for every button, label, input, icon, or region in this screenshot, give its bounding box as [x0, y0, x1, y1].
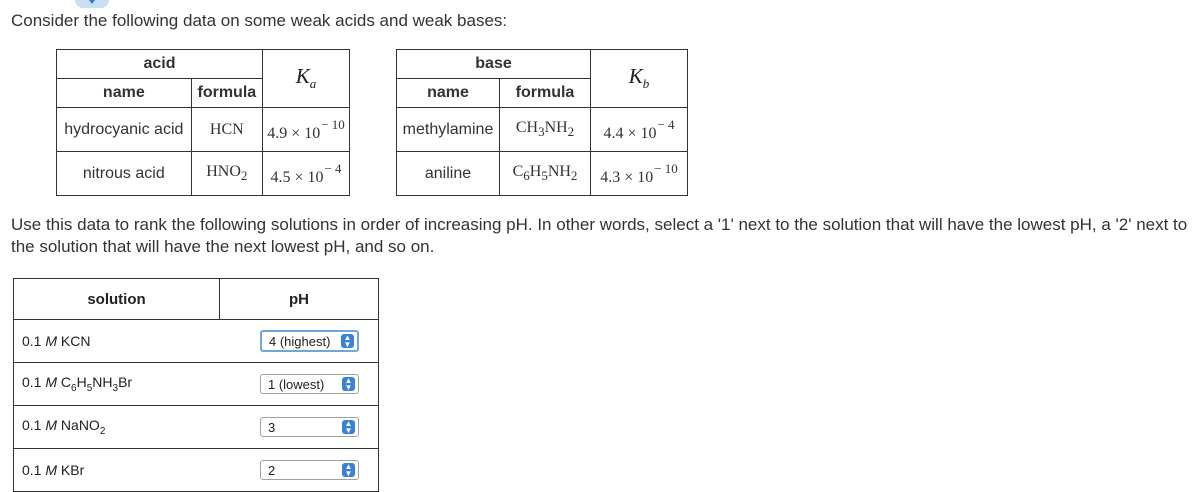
- acid-name-cell: hydrocyanic acid: [57, 108, 192, 152]
- base-formula-cell: $CH_3NH_2$: [500, 108, 591, 152]
- base-name-cell: aniline: [397, 152, 500, 196]
- solution-label: 0.1 M $C_6H_5NH_3Br$: [22, 374, 133, 394]
- solution-row: [14, 406, 379, 449]
- solution-row: [14, 363, 379, 406]
- solution-header: solution: [14, 279, 220, 320]
- solution-label: 0.1 M NaNO$_2$: [22, 417, 106, 437]
- ka-header: $K_a$: [263, 50, 350, 108]
- acid-name-cell: nitrous acid: [57, 152, 192, 196]
- solution-label: 0.1 M KBr: [22, 462, 85, 478]
- intro-text: Consider the following data on some weak acids and weak bases:: [11, 11, 508, 30]
- acid-table: [56, 49, 350, 196]
- kb-value-cell: $4.3 \times 10^{- 10}$: [591, 152, 688, 196]
- base-name-cell: methylamine: [397, 108, 500, 152]
- acid-group-header: acid: [57, 50, 263, 79]
- solution-row: [14, 449, 379, 492]
- acid-name-header: name: [57, 79, 192, 108]
- solution-label: 0.1 M KCN: [22, 333, 91, 349]
- collapse-arrow-icon[interactable]: [75, 0, 109, 8]
- base-name-header: name: [397, 79, 500, 108]
- chevron-updown-icon: ▲ ▼: [342, 463, 355, 477]
- ph-header: pH: [220, 279, 379, 320]
- base-group-header: base: [397, 50, 591, 79]
- ph-rank-select[interactable]: 4 (highest) ▲ ▼: [260, 330, 359, 352]
- ph-rank-select[interactable]: 3 ▲ ▼: [260, 417, 359, 437]
- question-text: Use this data to rank the following solutions in order of increasing pH. In other words, select a '1' next to the solution that will have the lowest pH, a '2' next to the solution that will have the next lowest pH, and so on.: [11, 215, 1188, 256]
- acid-formula-cell: HCN: [191, 108, 262, 152]
- ph-rank-select[interactable]: 2 ▲ ▼: [260, 460, 359, 480]
- solution-row: [14, 320, 379, 363]
- ranking-table: [13, 278, 379, 492]
- ka-value-cell: $4.5 \times 10^{- 4}$: [263, 152, 350, 196]
- ph-rank-select[interactable]: 1 (lowest) ▲ ▼: [260, 374, 359, 394]
- base-formula-header: formula: [500, 79, 591, 108]
- chevron-updown-icon: ▲ ▼: [341, 334, 354, 348]
- kb-header: $K_b$: [591, 50, 688, 108]
- acid-formula-cell: $HNO_2$: [191, 152, 262, 196]
- base-formula-cell: $C_6H_5NH_2$: [500, 152, 591, 196]
- base-table: [396, 49, 688, 196]
- chevron-updown-icon: ▲ ▼: [342, 377, 355, 391]
- acid-formula-header: formula: [191, 79, 262, 108]
- kb-value-cell: $4.4 \times 10^{- 4}$: [591, 108, 688, 152]
- ka-value-cell: $4.9 \times 10^{- 10}$: [263, 108, 350, 152]
- chevron-updown-icon: ▲ ▼: [342, 420, 355, 434]
